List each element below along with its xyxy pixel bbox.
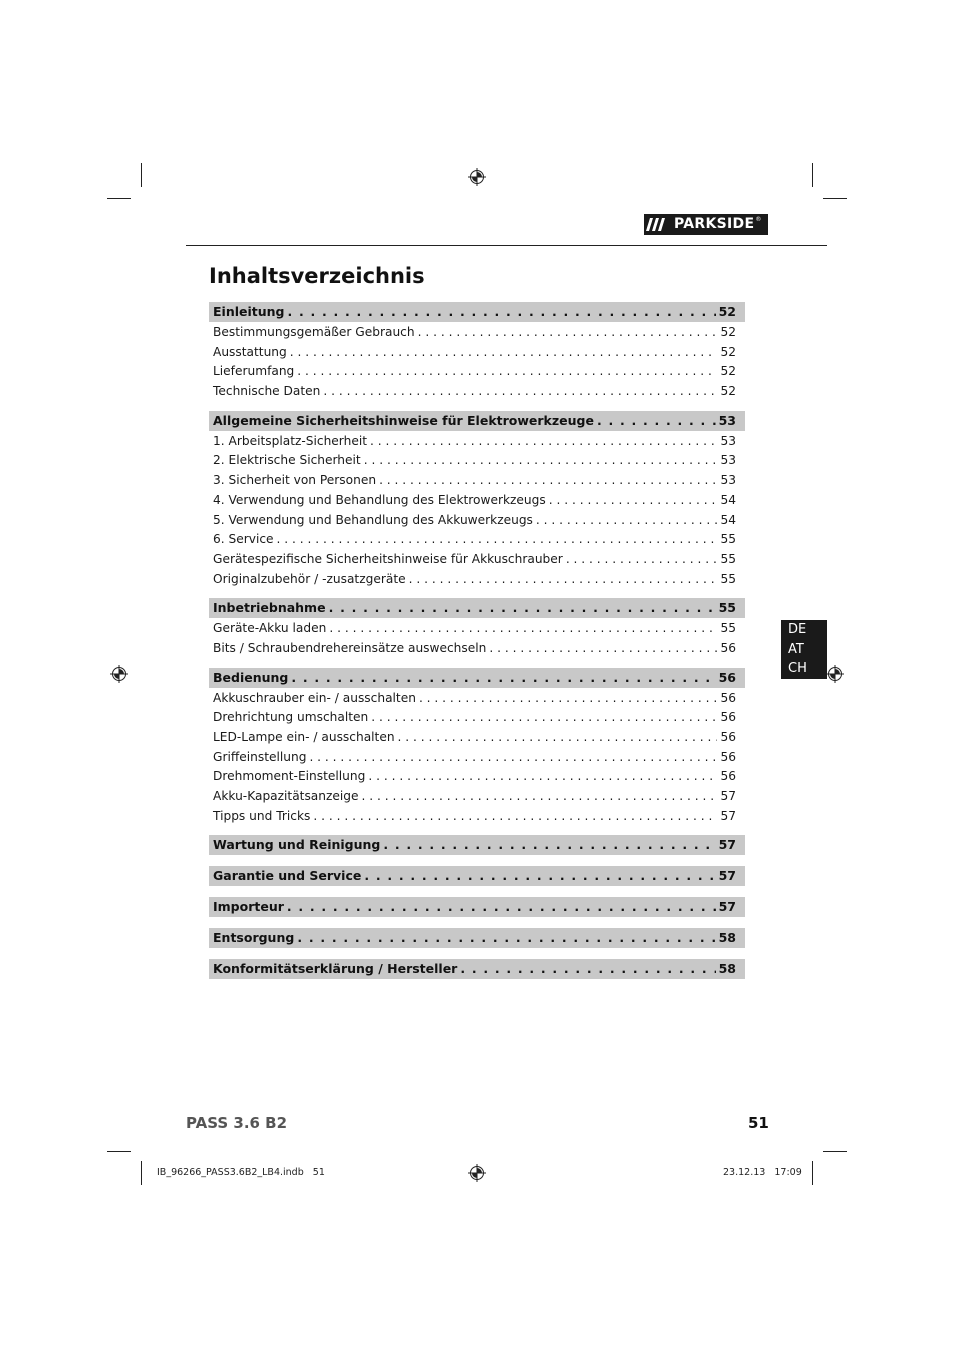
toc-entry-page: 56	[720, 710, 736, 725]
toc-entry-label: Bits / Schraubendrehereinsätze auswechseln	[213, 640, 487, 655]
toc-section	[209, 928, 745, 948]
table-of-contents	[209, 302, 745, 979]
dot-leader	[329, 598, 716, 618]
logo-brand-text: PARKSIDE	[674, 216, 755, 232]
toc-entry-label: 4. Verwendung und Behandlung des Elektrowerkzeugs	[213, 492, 546, 507]
toc-section	[209, 668, 745, 688]
header-rule	[186, 245, 827, 246]
dot-leader	[329, 619, 717, 639]
toc-entry	[209, 787, 745, 807]
toc-section-page: 55	[718, 600, 736, 616]
toc-spacer	[209, 948, 745, 959]
toc-spacer	[209, 659, 745, 668]
toc-spacer	[209, 855, 745, 866]
toc-entry-label: Akkuschrauber ein- / ausschalten	[213, 690, 416, 705]
toc-section-page: 58	[718, 961, 736, 977]
crop-mark	[812, 163, 813, 187]
toc-entry-label: LED-Lampe ein- / ausschalten	[213, 730, 395, 744]
toc-entry	[209, 767, 745, 787]
language-code: DE	[788, 622, 807, 637]
toc-spacer	[209, 402, 745, 411]
toc-section-label: Konformitätserklärung / Hersteller	[213, 961, 458, 977]
dot-leader	[398, 728, 718, 748]
toc-entry-label: 2. Elektrische Sicherheit	[213, 453, 361, 468]
dot-leader	[549, 491, 718, 511]
toc-entry-page: 57	[720, 808, 736, 823]
toc-entry-page: 56	[720, 749, 736, 764]
dot-leader	[364, 866, 715, 886]
crop-mark	[107, 198, 131, 199]
parkside-logo	[644, 214, 768, 235]
toc-section-label: Importeur	[213, 899, 284, 915]
toc-entry-page: 52	[720, 325, 736, 339]
dot-leader	[419, 689, 718, 709]
toc-section-page: 57	[718, 868, 736, 884]
footer-page-number: 51	[748, 1114, 769, 1132]
toc-section	[209, 897, 745, 917]
dot-leader	[287, 897, 716, 917]
toc-entry-label: Gerätespezifische Sicherheitshinweise für Akkuschrauber	[213, 551, 563, 566]
toc-entry-page: 53	[720, 433, 736, 448]
toc-section	[209, 411, 745, 431]
toc-entry	[209, 511, 745, 531]
print-slug-file: IB_96266_PASS3.6B2_LB4.indb 51	[157, 1167, 325, 1178]
dot-leader	[291, 668, 715, 688]
dot-leader	[409, 570, 718, 590]
crop-mark	[141, 1161, 142, 1185]
toc-entry-label: Griffeinstellung	[213, 749, 307, 764]
crop-mark	[823, 198, 847, 199]
toc-section	[209, 835, 745, 855]
toc-spacer	[209, 826, 745, 835]
toc-entry-label: 6. Service	[213, 532, 274, 547]
toc-entry-page: 56	[720, 769, 736, 784]
toc-entry-page: 56	[720, 730, 736, 744]
registration-mark-icon	[110, 665, 128, 683]
toc-entry	[209, 619, 745, 639]
toc-entry-label: Technische Daten	[213, 384, 321, 399]
toc-entry-page: 55	[720, 551, 736, 566]
toc-entry-page: 57	[720, 789, 736, 804]
logo-slashes-icon	[644, 214, 674, 235]
toc-entry	[209, 748, 745, 768]
toc-spacer	[209, 917, 745, 928]
toc-entry-page: 54	[720, 492, 736, 507]
dot-leader	[364, 451, 718, 471]
toc-section	[209, 598, 745, 618]
toc-entry	[209, 323, 745, 343]
toc-spacer	[209, 886, 745, 897]
language-code: CH	[788, 661, 807, 676]
toc-section-page: 57	[718, 837, 736, 853]
toc-entry-page: 52	[720, 384, 736, 399]
toc-section-page: 56	[718, 669, 736, 685]
toc-entry	[209, 708, 745, 728]
toc-entry-page: 55	[720, 532, 736, 547]
toc-spacer	[209, 589, 745, 598]
dot-leader	[371, 708, 717, 728]
dot-leader	[597, 411, 716, 431]
toc-section-page: 57	[718, 899, 736, 915]
toc-entry-page: 55	[720, 571, 736, 586]
language-tab	[781, 620, 827, 679]
dot-leader	[323, 382, 717, 402]
toc-section	[209, 866, 745, 886]
toc-entry-label: Tipps und Tricks	[213, 808, 311, 823]
dot-leader	[362, 787, 718, 807]
dot-leader	[297, 928, 715, 948]
toc-entry	[209, 689, 745, 709]
toc-section-label: Einleitung	[213, 304, 285, 319]
toc-entry	[209, 639, 745, 659]
toc-entry-label: Originalzubehör / -zusatzgeräte	[213, 571, 406, 586]
dot-leader	[418, 323, 718, 343]
toc-entry	[209, 362, 745, 382]
dot-leader	[489, 639, 717, 659]
toc-entry	[209, 728, 745, 748]
dot-leader	[566, 550, 718, 570]
dot-leader	[383, 835, 715, 855]
toc-entry-page: 53	[720, 453, 736, 468]
toc-section-page: 53	[718, 412, 736, 428]
toc-entry	[209, 451, 745, 471]
toc-entry-label: 5. Verwendung und Behandlung des Akkuwerkzeugs	[213, 512, 533, 527]
toc-entry	[209, 807, 745, 827]
toc-entry-label: Drehmoment-Einstellung	[213, 769, 366, 784]
toc-section-label: Garantie und Service	[213, 868, 362, 884]
toc-entry	[209, 550, 745, 570]
toc-entry-page: 52	[720, 364, 736, 379]
toc-entry	[209, 570, 745, 590]
toc-entry	[209, 491, 745, 511]
dot-leader	[370, 432, 717, 452]
logo-registered-mark: ®	[755, 216, 762, 223]
toc-entry-label: Lieferumfang	[213, 364, 295, 379]
dot-leader	[313, 807, 717, 827]
dot-leader	[536, 511, 718, 531]
toc-section-label: Bedienung	[213, 669, 289, 685]
dot-leader	[460, 959, 715, 979]
toc-entry-label: 3. Sicherheit von Personen	[213, 473, 377, 488]
dot-leader	[290, 343, 718, 363]
toc-section-label: Wartung und Reinigung	[213, 837, 381, 853]
toc-entry-label: 1. Arbeitsplatz-Sicherheit	[213, 433, 367, 448]
dot-leader	[368, 767, 717, 787]
registration-mark-icon	[468, 168, 486, 186]
dot-leader	[277, 530, 718, 550]
crop-mark	[812, 1161, 813, 1185]
toc-section-page: 58	[718, 930, 736, 946]
toc-entry-label: Drehrichtung umschalten	[213, 710, 369, 725]
toc-entry-page: 56	[720, 640, 736, 655]
toc-section-label: Entsorgung	[213, 930, 295, 946]
footer-model-name: PASS 3.6 B2	[186, 1114, 288, 1132]
toc-entry-label: Akku-Kapazitätsanzeige	[213, 789, 359, 804]
toc-entry	[209, 432, 745, 452]
toc-entry-page: 55	[720, 621, 736, 636]
dot-leader	[309, 748, 717, 768]
language-code: AT	[788, 641, 804, 657]
dot-leader	[379, 471, 717, 491]
toc-section	[209, 959, 745, 979]
toc-entry-page: 54	[720, 512, 736, 527]
toc-entry-page: 56	[720, 690, 736, 705]
print-slug-datetime: 23.12.13 17:09	[723, 1167, 802, 1178]
dot-leader	[288, 302, 716, 322]
page-title: Inhaltsverzeichnis	[209, 264, 425, 288]
crop-mark	[141, 163, 142, 187]
crop-mark	[107, 1151, 131, 1152]
crop-mark	[823, 1151, 847, 1152]
toc-entry-label: Geräte-Akku laden	[213, 621, 327, 636]
toc-entry	[209, 530, 745, 550]
toc-section-label: Inbetriebnahme	[213, 600, 326, 616]
toc-section-page: 52	[718, 304, 736, 319]
toc-entry-label: Ausstattung	[213, 344, 287, 359]
registration-mark-icon	[468, 1164, 486, 1182]
toc-entry-page: 53	[720, 473, 736, 488]
toc-entry	[209, 471, 745, 491]
dot-leader	[297, 362, 717, 382]
toc-section	[209, 302, 745, 322]
toc-entry-page: 52	[720, 344, 736, 359]
toc-entry	[209, 343, 745, 363]
toc-entry	[209, 382, 745, 402]
registration-mark-icon	[826, 665, 844, 683]
toc-entry-label: Bestimmungsgemäßer Gebrauch	[213, 325, 415, 339]
toc-section-label: Allgemeine Sicherheitshinweise für Elektrowerkzeuge	[213, 412, 594, 428]
